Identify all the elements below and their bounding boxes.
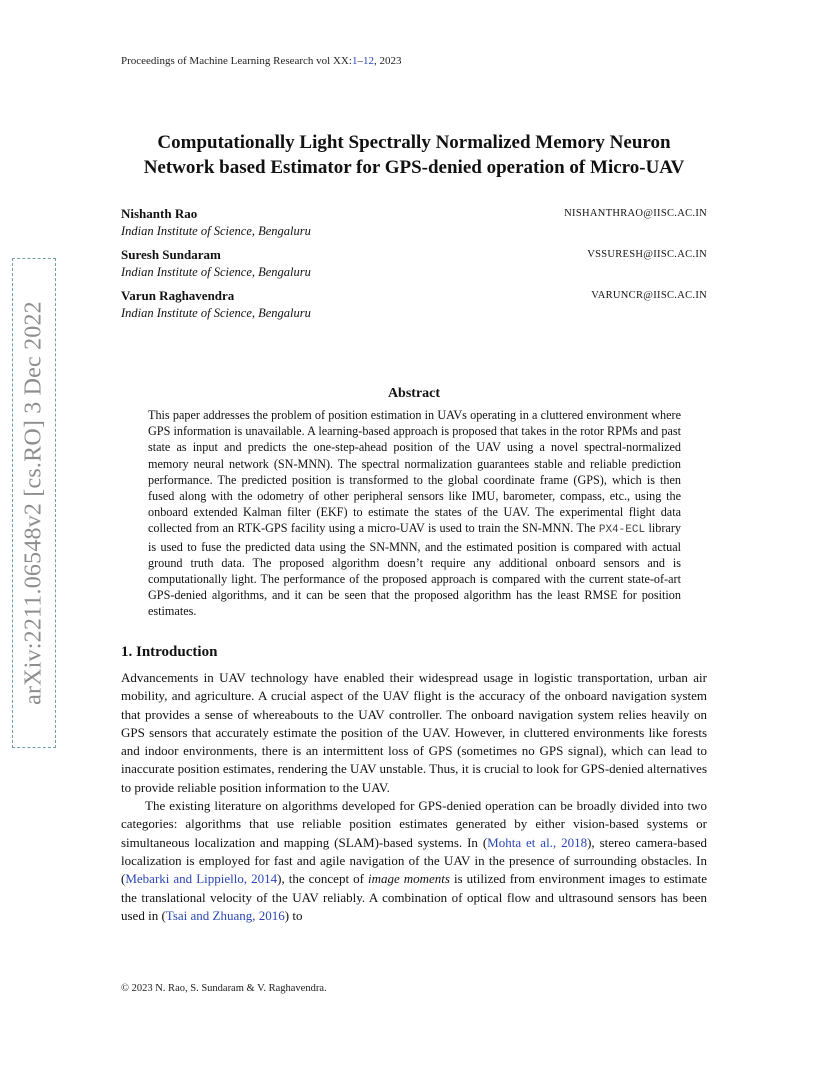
author-name: Varun Raghavendra: [121, 288, 235, 303]
pages-start-link[interactable]: 1: [351, 55, 358, 67]
author-block: [121, 247, 707, 280]
paragraph: Advancements in UAV technology have enabled their widespread usage in logistic transportation, urban air mobility, and agriculture. A crucial aspect of the UAV flight is the accuracy of the onboard navigation system that provides a sense of whereabouts to the UAV controller. The onboard navigation system relies heavily on GPS sensors that accurately estimate the position of the UAV. However, in cluttered environments like forests and indoor environments, there is an intermittent loss of GPS (sometimes no GPS signal), which can lead to inaccurate position estimates, rendering the UAV unstable. Thus, it is crucial to look for GPS-denied alternatives to provide reliable position information to the UAV.: [121, 670, 707, 795]
arxiv-stamp: [12, 258, 56, 748]
author-affiliation: Indian Institute of Science, Bengaluru: [121, 265, 311, 279]
author-block: [121, 288, 707, 321]
author-affiliation: Indian Institute of Science, Bengaluru: [121, 224, 311, 238]
author-email: NISHANTHRAO@IISC.AC.IN: [564, 208, 707, 219]
author-name: Suresh Sundaram: [121, 247, 221, 262]
author-email: VARUNCR@IISC.AC.IN: [591, 290, 707, 301]
abstract-text: This paper addresses the problem of position estimation in UAVs operating in a cluttered environment where GPS information is unavailable. A learning-based approach is proposed that takes in the rotor RPMs and past state as input and predicts the one-step-ahead position of the UAV using a novel spectral-normalized memory neural network (SN-MNN). The spectral normalization guarantees stable and reliable prediction performance. The predicted position is transformed to the global coordinate frame (GPS), which is then fused along with the odometry of other peripheral sensors like IMU, barometer, compass, etc., using the onboard extended Kalman filter (EKF) to estimate the states of the UAV. The experimental flight data collected from an RTK-GPS facility using a micro-UAV is used to train the SN-MNN. The PX4-ECL library is used to fuse the predicted data using the SN-MNN, and the estimated position is compared with actual ground truth data. The proposed algorithm doesn’t require any additional onboard sensors and is computationally light. The performance of the proposed approach is compared with the current state-of-art GPS-denied algorithms, and it can be seen that the proposed algorithm has the least RMSE for position estimates.: [148, 408, 681, 619]
paragraph: The existing literature on algorithms developed for GPS-denied operation can be broadly divided into two categories: algorithms that use reliable position estimates generated by either vision-based systems or simultaneous localization and mapping (SLAM)-based systems. In (Mohta et al., 2018), stereo camera-based localization is employed for fast and agile navigation of the UAV in the presence of surrounding obstacles. In (Mebarki and Lippiello, 2014), the concept of image moments is utilized from environment images to estimate the translational velocity of the UAV reliably. A combination of optical flow and ultrasound sensors has been used in (Tsai and Zhuang, 2016) to: [121, 798, 708, 923]
author-affiliation: Indian Institute of Science, Bengaluru: [121, 306, 311, 320]
pages-end-link[interactable]: 12: [362, 55, 374, 67]
introduction-body: [121, 669, 707, 925]
citation-link[interactable]: Tsai and Zhuang, 2016: [165, 907, 285, 923]
code-library-name: PX4-ECL: [598, 524, 646, 537]
arxiv-id[interactable]: arXiv:2211.06548v2 [cs.RO] 3 Dec 2022: [20, 301, 47, 705]
author-name: Nishanth Rao: [121, 206, 198, 221]
running-header: Proceedings of Machine Learning Research vol XX:1–12, 2023: [121, 55, 402, 67]
author-block: [121, 206, 707, 239]
copyright-footer: © 2023 N. Rao, S. Sundaram & V. Raghavendra.: [121, 983, 327, 994]
citation-link[interactable]: Mebarki and Lippiello, 2014: [125, 871, 278, 887]
author-email: VSSURESH@IISC.AC.IN: [587, 249, 707, 260]
citation-link[interactable]: Mohta et al., 2018: [487, 834, 588, 850]
paper-title: Computationally Light Spectrally Normalized Memory Neuron Network based Estimator for GPS-denied operation of Micro-UAV: [143, 132, 685, 178]
section-heading-introduction: 1. Introduction: [121, 644, 218, 660]
abstract-heading: Abstract: [387, 386, 441, 401]
